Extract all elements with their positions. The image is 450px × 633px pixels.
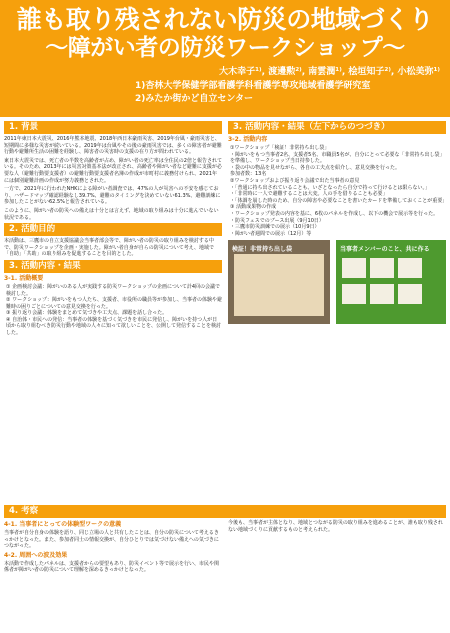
photo-caption: 検証！非常持ち出し袋 (232, 246, 293, 254)
content-heading: 3. 活動内容・結果 (4, 260, 222, 273)
purpose-paragraph: 本活動は、三鷹市の自立支援協議会当事者部会等で、障がい者の防災の取り組みを検討する中で、防災ワークショップを企画・実施した。障がい者自身が自らの防災について考え、地域で「自助」「共助」の取り組みを促進することを目的とした。 (4, 238, 215, 258)
list-item: ・障がい者週間での展示（12月）等 (230, 230, 312, 237)
list-item: ・袋の中の物品を見せながら、各自の工夫点を紹介し、意見交換を行った。 (230, 164, 401, 171)
content-subheading: 3-1. 活動概要 (4, 274, 44, 282)
panel-cell (398, 258, 422, 278)
affiliation-1: 1)杏林大学保健学部看護学科看護学専攻地域看護学研究室 (135, 81, 371, 91)
list-item: ① 企画検討会議：障がいのある人が実践する防災ワークショップの企画について計4回の会議で検討した。 (6, 283, 221, 297)
background-paragraph: このように、障がい者の防災への備えは十分とは言えず、地域の取り組みは十分に進んでいない状況である。 (4, 207, 219, 221)
conclusion-paragraph: 今後も、当事者が主体となり、地域とつながる防災の取り組みを進めることが、誰も取り残されない地域づくりに貢献するものと考えられた。 (228, 520, 443, 533)
background-paragraph: 東日本大震災では、死亡者の半数を高齢者が占め、障がい者の死亡率は全住民の2倍と報告されている。そのため、2013年には災害対策基本法が改正され、高齢者や障がい者など避難に支援が必要な人（避難行動要支援者）の避難行動要支援者名簿の作成が市町村に義務付けられ、2021年には個別避難計画の作成が努力義務とされた。 (4, 157, 222, 184)
background-paragraph: 一方で、2021年に行われたNHKによる障がい者調査では、47%の人が災害への不安を感じており、ハザードマップ確認経験なし39.7%、避難のタイミングを決めていない61.3%、避難訓練に参加したことがない62.5%と報告されている。 (4, 186, 221, 206)
list-item: ・「非常時に一人で避難することは大変。人の手を借りることも必要」 (230, 191, 388, 198)
affiliations (135, 80, 370, 106)
list-item: ② ワークショップ：障がいをもつ人たち、支援者、市役所の職員等が参加し、当事者の体験や避難時の困りごとについての意見交換を行った。 (6, 297, 222, 310)
conclusion-subheading: 4-1. 当事者にとっての体験型ワークの意義 (4, 521, 122, 528)
panel-cell (342, 284, 366, 304)
panel-cell (398, 284, 422, 304)
background-heading: 1. 背景 (4, 121, 222, 134)
list-item: ③ 活動成果物の作成 (230, 204, 277, 211)
title-line-1: 誰も取り残されない防災の地域づくり (16, 5, 434, 34)
list-item: ・三鷹市防災訓練での展示（10月9日） (230, 224, 320, 231)
activity-subheading: 3-2. 活動内容 (228, 136, 268, 143)
purpose-heading: 2. 活動目的 (4, 223, 222, 236)
photo-caption: 当事者メンバーのこと、共に作る (340, 246, 430, 254)
list-item: 参加者数：13名 (230, 171, 267, 178)
list-item: ②ワークショップおよび振り返り会議で出た当事者の意見 (230, 177, 360, 184)
conclusion-heading: 4. 考察 (4, 505, 446, 518)
list-item: ・ワークショップ発表の内容を基に、6枚のパネルを作成し、以下の機会で展示等を行った。 (230, 210, 439, 217)
panel-cell (342, 258, 366, 278)
members-panel-photo (336, 240, 446, 324)
left-column (4, 121, 222, 337)
list-item: ④ 自治体・市民への発信：当事者の体験を基づく気づきを市民に発信し、障がいを持つ人が日頃から取り組むべき防災行動や地域の人々に知って欲しいことを、公開して発信することを検討した。 (6, 316, 222, 337)
content-continued-heading: 3. 活動内容・結果（左下からのつづき） (228, 121, 446, 134)
list-item: ①ワークショップ「検証！非常持ち出し袋」 (230, 145, 330, 151)
poster-header (0, 0, 450, 117)
panel-cell (370, 284, 394, 304)
activity-list (228, 145, 446, 237)
title-line-2: ～障がい者の防災ワークショップ～ (45, 35, 405, 61)
conclusion-subheading: 4-2. 周囲への波及効果 (4, 551, 68, 559)
content-list (4, 284, 222, 337)
list-item: ・防災フェスでのブース出展（9月10日） (230, 217, 324, 224)
list-item: ・障がいをもつ当事者2名、支援者5名、市職員5名が、自分にとって必要な「非常持ち出し袋」を準備し、ワークショップ当日持参した。 (230, 151, 445, 165)
right-column (228, 121, 446, 331)
conclusion-right (228, 520, 446, 576)
list-item: ③ 振り返り会議：体験をまとめて気づきや工夫点、課題を話し合った。 (6, 310, 168, 317)
list-item: ・「普通に持ち出されていることも、いざとなったら自分で持って行けるとは限らない。」 (230, 184, 431, 191)
conclusion-paragraph: 当事者が自分自身の体験を語り、同じ立場の人と共有したことは、自分の防災について考えるきっかけとなった。また、参加者同士の情報交換が、自分ひとりでは気づけない備えへの気づきにつながった。 (4, 530, 219, 550)
conclusion-section (4, 505, 446, 576)
authors: 大木幸子¹⁾, 渡邊勲²⁾, 南雲潤¹⁾, 桧垣知子²⁾, 小松美弥¹⁾ (219, 67, 440, 77)
affiliation-2: 2)みたか街かど自立センター (135, 94, 254, 104)
workshop-photo (228, 240, 330, 324)
photo-area (228, 240, 446, 328)
display-panel (234, 254, 324, 316)
conclusion-columns (4, 520, 446, 576)
background-paragraph: 2011年東日本大震災、2016年熊本地震、2018年西日本豪雨災害、2019年台風・豪雨災害と、短期間に多様な災害が続いている。2019年は台風やその後の豪雨災害では、多くの障害者が避難行動や避難所生活の困難を経験し、障害者の災害時の支援の在り方が問われている。 (4, 136, 222, 156)
conclusion-paragraph: 本活動で作成したパネルは、支援者からの要望もあり、防災イベント等で展示を行い、市民や関係者が障がい者の防災について理解を深めるきっかけとなった。 (4, 560, 220, 574)
panel-cell (370, 258, 394, 278)
conclusion-left (4, 520, 222, 576)
list-item: ・「体調を崩した時のため、自分の障害や必要なことを書いたカードを準備しておくことが重要」 (230, 197, 448, 204)
